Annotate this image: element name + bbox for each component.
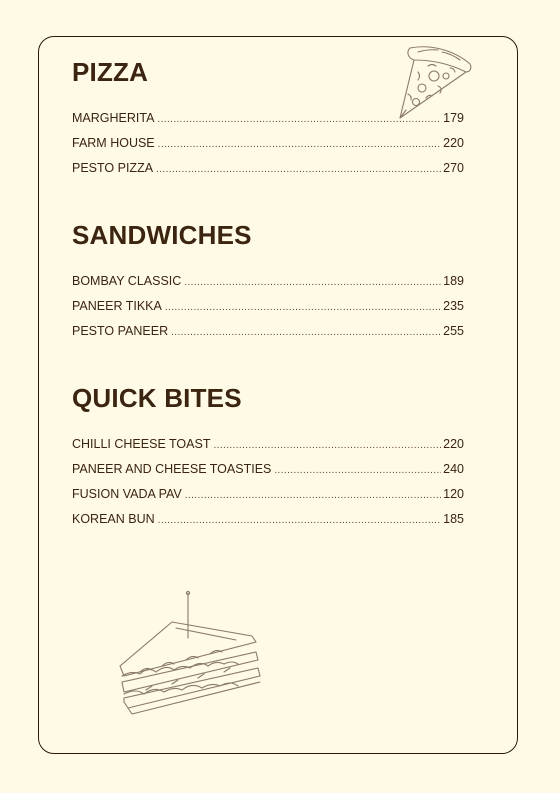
dot-leader: [184, 275, 441, 291]
item-price: 185: [443, 512, 464, 526]
dot-leader: [156, 162, 441, 178]
dot-leader: [274, 463, 441, 479]
item-price: 189: [443, 274, 464, 288]
item-name: FUSION VADA PAV: [72, 487, 182, 501]
menu-item: [72, 160, 464, 185]
item-price: 120: [443, 487, 464, 501]
item-name: KOREAN BUN: [72, 512, 155, 526]
item-name: MARGHERITA: [72, 111, 155, 125]
menu-item: [72, 298, 464, 323]
menu-item: [72, 135, 464, 160]
pizza-slice-icon: [388, 42, 476, 124]
menu-item: [72, 486, 464, 511]
menu-item: [72, 273, 464, 298]
menu-item: [72, 511, 464, 536]
dot-leader: [171, 325, 441, 341]
item-name: PESTO PANEER: [72, 324, 169, 338]
menu-item: [72, 323, 464, 348]
section-title: QUICK BITES: [72, 383, 242, 413]
dot-leader: [213, 438, 441, 454]
item-name: PANEER TIKKA: [72, 299, 162, 313]
section-quick-bites: [72, 383, 464, 536]
section-title: PIZZA: [72, 57, 149, 87]
item-price: 220: [443, 437, 464, 451]
item-name: FARM HOUSE: [72, 136, 155, 150]
item-price: 235: [443, 299, 464, 313]
item-price: 255: [443, 324, 464, 338]
item-name: CHILLI CHEESE TOAST: [72, 437, 211, 451]
section-sandwiches: [72, 220, 464, 348]
dot-leader: [158, 513, 441, 529]
item-price: 270: [443, 161, 464, 175]
menu-item: [72, 461, 464, 486]
dot-leader: [185, 488, 441, 504]
item-name: PANEER AND CHEESE TOASTIES: [72, 462, 272, 476]
item-name: BOMBAY CLASSIC: [72, 274, 182, 288]
item-price: 220: [443, 136, 464, 150]
dot-leader: [158, 137, 441, 153]
menu-item: [72, 436, 464, 461]
item-name: PESTO PIZZA: [72, 161, 154, 175]
sandwich-icon: [116, 590, 262, 716]
section-title: SANDWICHES: [72, 220, 252, 250]
item-price: 240: [443, 462, 464, 476]
dot-leader: [165, 300, 441, 316]
item-price: 179: [443, 111, 464, 125]
